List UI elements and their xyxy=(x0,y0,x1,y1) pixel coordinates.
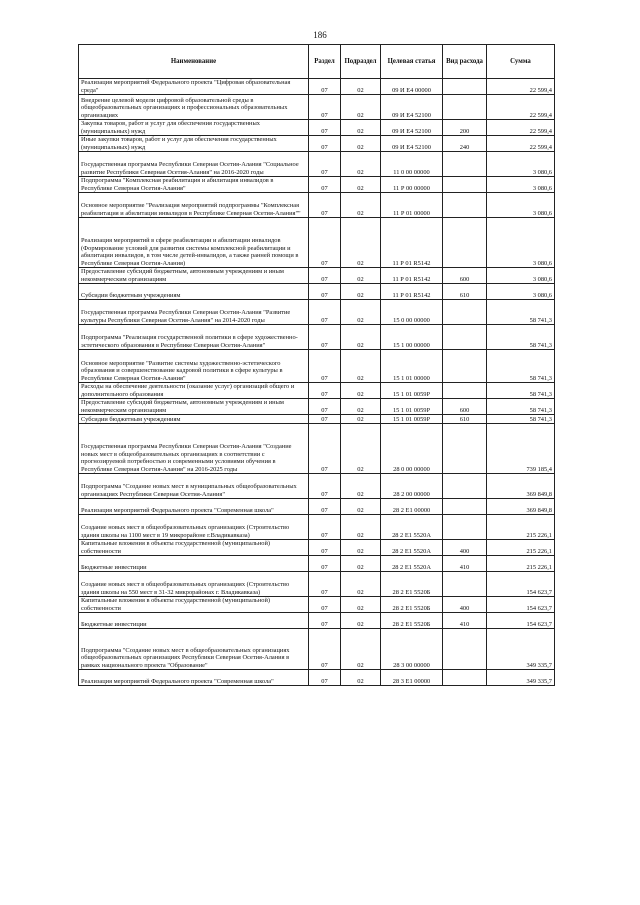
row-target: 28 2 Е1 5520Б xyxy=(381,597,443,613)
row-section: 07 xyxy=(309,499,341,515)
row-expense-type xyxy=(443,515,487,540)
row-name: Реализация мероприятий в сфере реабилитации и абилитации инвалидов (Формирование условий для развития системы комплексной реабилитации и абилитации инвалидов, в том числе детей-инвалидов, а также ранней помощи в Республике Северная Осетия-Алания) xyxy=(79,218,309,268)
row-subsection: 02 xyxy=(341,95,381,120)
row-expense-type xyxy=(443,95,487,120)
row-expense-type xyxy=(443,300,487,325)
row-subsection: 02 xyxy=(341,540,381,556)
table-row xyxy=(79,95,555,120)
row-target: 28 2 Е1 5520А xyxy=(381,515,443,540)
table-row xyxy=(79,284,555,300)
header-sum: Сумма xyxy=(487,45,555,79)
row-sum: 349 335,7 xyxy=(487,629,555,670)
row-subsection: 02 xyxy=(341,120,381,136)
row-section: 07 xyxy=(309,670,341,686)
row-subsection: 02 xyxy=(341,670,381,686)
row-expense-type: 600 xyxy=(443,268,487,284)
row-name: Бюджетные инвестиции xyxy=(79,556,309,572)
row-section: 07 xyxy=(309,424,341,474)
row-target: 28 3 Е1 00000 xyxy=(381,670,443,686)
row-target: 28 2 Е1 5520А xyxy=(381,556,443,572)
row-subsection: 02 xyxy=(341,515,381,540)
row-name: Закупка товаров, работ и услуг для обеспечения государственных (муниципальных) нужд xyxy=(79,120,309,136)
row-section: 07 xyxy=(309,383,341,399)
row-name: Подпрограмма "Комплексная реабилитация и абилитация инвалидов в Республике Северная Осетия-Алания" xyxy=(79,177,309,193)
row-target: 28 2 Е1 5520Б xyxy=(381,572,443,597)
row-name: Реализация мероприятий Федерального проекта "Цифровая образовательная среда" xyxy=(79,79,309,95)
table-row xyxy=(79,193,555,218)
row-target: 09 И Е4 52100 xyxy=(381,95,443,120)
row-name: Подпрограмма "Реализация государственной политики в сфере художественно-эстетического образования в Республике Северная Осетия-Алания" xyxy=(79,325,309,350)
row-target: 11 Р 01 00000 xyxy=(381,193,443,218)
row-expense-type xyxy=(443,325,487,350)
row-sum: 3 080,6 xyxy=(487,218,555,268)
row-sum: 215 226,1 xyxy=(487,515,555,540)
row-name: Основное мероприятие "Развитие системы художественно-эстетического образования и совершенствование кадровой политики в сфере культуры в Республике Северная Осетия-Алания" xyxy=(79,350,309,383)
row-sum: 369 849,8 xyxy=(487,474,555,499)
row-target: 09 И Е4 52100 xyxy=(381,136,443,152)
row-subsection: 02 xyxy=(341,136,381,152)
row-sum: 215 226,1 xyxy=(487,556,555,572)
table-row xyxy=(79,540,555,556)
row-subsection: 02 xyxy=(341,415,381,424)
row-target: 15 0 00 00000 xyxy=(381,300,443,325)
table-row xyxy=(79,136,555,152)
row-sum: 3 080,6 xyxy=(487,284,555,300)
row-sum: 22 599,4 xyxy=(487,120,555,136)
table-row xyxy=(79,415,555,424)
row-section: 07 xyxy=(309,120,341,136)
row-name: Субсидии бюджетным учреждениям xyxy=(79,284,309,300)
row-subsection: 02 xyxy=(341,218,381,268)
table-row xyxy=(79,474,555,499)
table-row xyxy=(79,499,555,515)
table-row xyxy=(79,629,555,670)
table-row xyxy=(79,424,555,474)
table-row xyxy=(79,300,555,325)
row-expense-type xyxy=(443,218,487,268)
budget-table xyxy=(78,44,555,686)
row-name: Основное мероприятие "Реализация мероприятий подпрограммы "Комплексная реабилитация и абилитация инвалидов в Республике Северная Осетия-Алания"" xyxy=(79,193,309,218)
row-subsection: 02 xyxy=(341,300,381,325)
row-expense-type xyxy=(443,474,487,499)
row-name: Предоставление субсидий бюджетным, автономным учреждениям и иным некоммерческим организациям xyxy=(79,399,309,415)
row-expense-type xyxy=(443,177,487,193)
row-sum: 3 080,6 xyxy=(487,177,555,193)
table-row xyxy=(79,120,555,136)
row-name: Создание новых мест в общеобразовательных организациях (Строительство здания школы на 1100 мест в 19 микрорайоне г.Владикавказа) xyxy=(79,515,309,540)
row-subsection: 02 xyxy=(341,499,381,515)
row-target: 28 2 00 00000 xyxy=(381,474,443,499)
row-name: Государственная программа Республики Северная Осетия-Алания "Создание новых мест в общеобразовательных организациях в соответствии с прогнозируемой потребностью и современными условиями обучения в Республике Северная Осетия-Алания" на 2016-2025 годы xyxy=(79,424,309,474)
row-sum: 58 741,3 xyxy=(487,350,555,383)
row-section: 07 xyxy=(309,268,341,284)
row-target: 11 Р 01 R5142 xyxy=(381,268,443,284)
row-sum: 22 599,4 xyxy=(487,136,555,152)
row-subsection: 02 xyxy=(341,556,381,572)
row-subsection: 02 xyxy=(341,597,381,613)
table-row xyxy=(79,383,555,399)
row-section: 07 xyxy=(309,79,341,95)
row-sum: 154 623,7 xyxy=(487,613,555,629)
row-subsection: 02 xyxy=(341,350,381,383)
row-name: Расходы на обеспечение деятельности (оказание услуг) организаций общего и дополнительного образования xyxy=(79,383,309,399)
table-row xyxy=(79,268,555,284)
table-row xyxy=(79,670,555,686)
header-name: Наименование xyxy=(79,45,309,79)
header-row xyxy=(79,45,555,79)
row-expense-type xyxy=(443,152,487,177)
row-target: 28 2 Е1 5520Б xyxy=(381,613,443,629)
row-sum: 22 599,4 xyxy=(487,79,555,95)
row-subsection: 02 xyxy=(341,572,381,597)
row-sum: 58 741,3 xyxy=(487,300,555,325)
row-name: Субсидии бюджетным учреждениям xyxy=(79,415,309,424)
table-row xyxy=(79,218,555,268)
row-section: 07 xyxy=(309,629,341,670)
row-section: 07 xyxy=(309,284,341,300)
row-name: Предоставление субсидий бюджетным, автономным учреждениям и иным некоммерческим организациям xyxy=(79,268,309,284)
row-section: 07 xyxy=(309,193,341,218)
row-sum: 154 623,7 xyxy=(487,597,555,613)
row-target: 15 1 01 0059Р xyxy=(381,383,443,399)
row-name: Создание новых мест в общеобразовательных организациях (Строительство здания школы на 550 мест в 31-32 микрорайонах г. Владикавказа) xyxy=(79,572,309,597)
row-expense-type: 610 xyxy=(443,415,487,424)
row-expense-type xyxy=(443,670,487,686)
table-row xyxy=(79,515,555,540)
row-name: Государственная программа Республики Северная Осетия-Алания "Развитие культуры Республики Северная Осетия-Алания" на 2014-2020 годы xyxy=(79,300,309,325)
row-section: 07 xyxy=(309,136,341,152)
row-sum: 58 741,3 xyxy=(487,383,555,399)
table-row xyxy=(79,350,555,383)
table-row xyxy=(79,613,555,629)
row-sum: 58 741,3 xyxy=(487,325,555,350)
row-target: 15 1 01 0059Р xyxy=(381,399,443,415)
header-section: Раздел xyxy=(309,45,341,79)
row-sum: 3 080,6 xyxy=(487,193,555,218)
row-expense-type: 240 xyxy=(443,136,487,152)
row-expense-type xyxy=(443,499,487,515)
row-section: 07 xyxy=(309,515,341,540)
row-target: 11 Р 01 R5142 xyxy=(381,218,443,268)
row-section: 07 xyxy=(309,218,341,268)
row-subsection: 02 xyxy=(341,284,381,300)
row-target: 15 1 01 00000 xyxy=(381,350,443,383)
row-subsection: 02 xyxy=(341,152,381,177)
row-subsection: 02 xyxy=(341,79,381,95)
row-expense-type: 400 xyxy=(443,597,487,613)
table-row xyxy=(79,152,555,177)
row-expense-type xyxy=(443,572,487,597)
row-section: 07 xyxy=(309,474,341,499)
header-target: Целевая статья xyxy=(381,45,443,79)
row-name: Внедрение целевой модели цифровой образовательной среды в общеобразовательных организациях и профессиональных образовательных организациях xyxy=(79,95,309,120)
row-section: 07 xyxy=(309,152,341,177)
row-target: 11 0 00 00000 xyxy=(381,152,443,177)
row-target: 28 0 00 00000 xyxy=(381,424,443,474)
table-body xyxy=(79,79,555,686)
row-subsection: 02 xyxy=(341,383,381,399)
row-target: 11 Р 00 00000 xyxy=(381,177,443,193)
row-sum: 3 080,6 xyxy=(487,152,555,177)
row-name: Подпрограмма "Создание новых мест в муниципальных общеобразовательных организациях Республики Северная Осетия-Алания" xyxy=(79,474,309,499)
table-row xyxy=(79,556,555,572)
row-target: 11 Р 01 R5142 xyxy=(381,284,443,300)
row-target: 28 3 00 00000 xyxy=(381,629,443,670)
row-section: 07 xyxy=(309,399,341,415)
table-row xyxy=(79,325,555,350)
row-sum: 58 741,3 xyxy=(487,415,555,424)
row-sum: 154 623,7 xyxy=(487,572,555,597)
row-name: Государственная программа Республики Северная Осетия-Алания "Социальное развитие Республики Северная Осетия-Алания" на 2016-2020 годы xyxy=(79,152,309,177)
row-expense-type: 600 xyxy=(443,399,487,415)
row-target: 28 2 Е1 5520А xyxy=(381,540,443,556)
row-expense-type: 400 xyxy=(443,540,487,556)
row-subsection: 02 xyxy=(341,613,381,629)
row-target: 15 1 01 0059Р xyxy=(381,415,443,424)
row-section: 07 xyxy=(309,613,341,629)
row-name: Капитальные вложения в объекты государственной (муниципальной) собственности xyxy=(79,540,309,556)
row-section: 07 xyxy=(309,572,341,597)
row-expense-type xyxy=(443,350,487,383)
row-name: Реализация мероприятий Федерального проекта "Современная школа" xyxy=(79,670,309,686)
page-number: 186 xyxy=(313,30,327,40)
row-section: 07 xyxy=(309,540,341,556)
row-expense-type: 200 xyxy=(443,120,487,136)
table-row xyxy=(79,399,555,415)
row-name: Бюджетные инвестиции xyxy=(79,613,309,629)
row-target: 15 1 00 00000 xyxy=(381,325,443,350)
row-section: 07 xyxy=(309,350,341,383)
row-section: 07 xyxy=(309,95,341,120)
row-expense-type: 610 xyxy=(443,284,487,300)
header-subsection: Подраздел xyxy=(341,45,381,79)
table-row xyxy=(79,572,555,597)
row-expense-type xyxy=(443,383,487,399)
row-name: Подпрограмма "Создание новых мест в общеобразовательных организациях общеобразовательных организациях Республики Северная Осетия-Алания в рамках национального проекта "Образование" xyxy=(79,629,309,670)
row-subsection: 02 xyxy=(341,177,381,193)
row-expense-type xyxy=(443,193,487,218)
row-sum: 369 849,8 xyxy=(487,499,555,515)
row-sum: 739 185,4 xyxy=(487,424,555,474)
row-name: Капитальные вложения в объекты государственной (муниципальной) собственности xyxy=(79,597,309,613)
row-subsection: 02 xyxy=(341,268,381,284)
row-subsection: 02 xyxy=(341,424,381,474)
row-section: 07 xyxy=(309,415,341,424)
row-sum: 349 335,7 xyxy=(487,670,555,686)
row-subsection: 02 xyxy=(341,399,381,415)
row-section: 07 xyxy=(309,556,341,572)
row-section: 07 xyxy=(309,300,341,325)
table-row xyxy=(79,597,555,613)
row-section: 07 xyxy=(309,325,341,350)
row-section: 07 xyxy=(309,597,341,613)
row-target: 09 И Е4 52100 xyxy=(381,120,443,136)
row-expense-type: 410 xyxy=(443,556,487,572)
row-sum: 22 599,4 xyxy=(487,95,555,120)
row-sum: 215 226,1 xyxy=(487,540,555,556)
row-target: 09 И Е4 00000 xyxy=(381,79,443,95)
row-sum: 58 741,3 xyxy=(487,399,555,415)
row-subsection: 02 xyxy=(341,629,381,670)
row-name: Реализация мероприятий Федерального проекта "Современная школа" xyxy=(79,499,309,515)
row-expense-type: 410 xyxy=(443,613,487,629)
header-expense-type: Вид расхода xyxy=(443,45,487,79)
row-subsection: 02 xyxy=(341,474,381,499)
row-sum: 3 080,6 xyxy=(487,268,555,284)
table-row xyxy=(79,177,555,193)
row-target: 28 2 Е1 00000 xyxy=(381,499,443,515)
row-expense-type xyxy=(443,424,487,474)
row-subsection: 02 xyxy=(341,325,381,350)
row-name: Иные закупки товаров, работ и услуг для обеспечения государственных (муниципальных) нужд xyxy=(79,136,309,152)
table-row xyxy=(79,79,555,95)
row-expense-type xyxy=(443,79,487,95)
row-subsection: 02 xyxy=(341,193,381,218)
row-expense-type xyxy=(443,629,487,670)
row-section: 07 xyxy=(309,177,341,193)
